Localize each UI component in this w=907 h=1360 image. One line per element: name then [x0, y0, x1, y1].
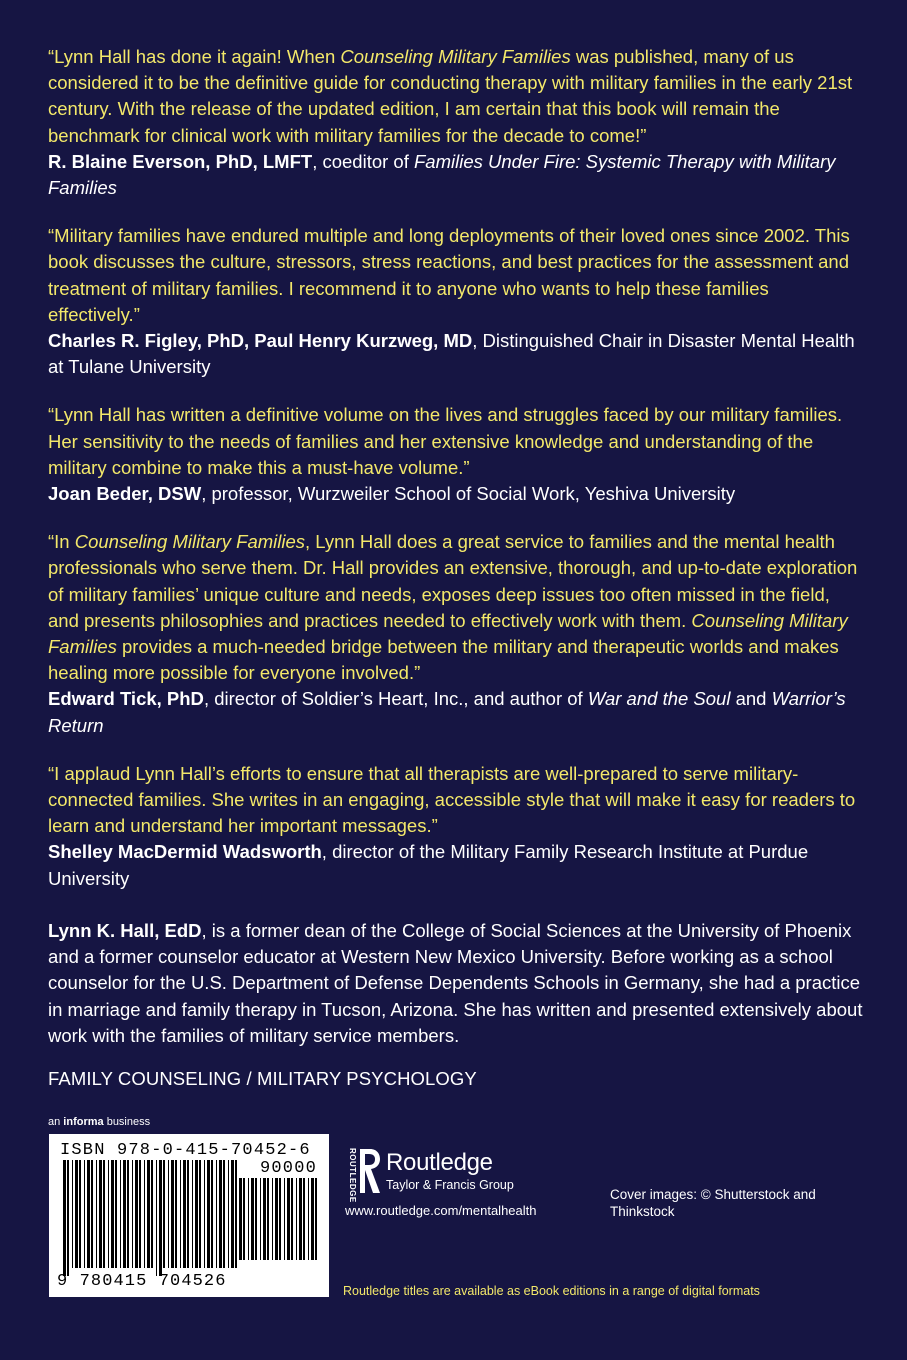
testimonial-quote: “Military families have endured multiple and long deployments of their loved ones since 2002. This book discusses the culture, stressors, stress reactions, and best practices for the assessment and treatment of military families. I recommend it to anyone who wants to help these families effectively.”	[48, 225, 850, 325]
barcode-bar	[299, 1178, 302, 1260]
ebook-availability-note: Routledge titles are available as eBook editions in a range of digital formats	[343, 1284, 760, 1298]
barcode-bar	[99, 1160, 102, 1268]
isbn-barcode	[49, 1134, 329, 1297]
barcode-bar	[135, 1160, 138, 1268]
testimonial-attribution: Shelley MacDermid Wadsworth, director of the Military Family Research Institute at Purdue University	[48, 841, 809, 889]
barcode-bar	[67, 1160, 69, 1276]
barcode-bar	[159, 1160, 162, 1276]
testimonial-attribution: Charles R. Figley, PhD, Paul Henry Kurzweg, MD, Distinguished Chair in Disaster Mental Health at Tulane University	[48, 330, 855, 378]
barcode-bar	[207, 1160, 210, 1268]
barcode-bar	[223, 1160, 225, 1268]
author-name: Lynn K. Hall, EdD	[48, 919, 202, 941]
barcode-bar	[72, 1160, 73, 1268]
barcode-bar	[187, 1160, 189, 1268]
barcode-bar	[219, 1160, 222, 1268]
barcode-bar	[308, 1178, 309, 1260]
barcode-bar	[303, 1178, 305, 1260]
barcode-bar	[216, 1160, 217, 1268]
author-bio-text: , is a former dean of the College of Social Sciences at the University of Phoenix and a former counselor educator at Western New Mexico University. Before working as a school counselor for the U.S. Department of Defense Dependents Schools in Germany, she had a practice in marriage and family therapy in Tucson, Arizona. She has written and presented extensively about work with the families of military service members.	[48, 919, 863, 1046]
testimonial-quote: “I applaud Lynn Hall’s efforts to ensure that all therapists are well-prepared to serve military-connected families. She writes in an engaging, accessible style that will make it easy for readers to learn and understand her important messages.”	[48, 762, 856, 837]
author-bio	[48, 918, 863, 1049]
publisher-name: Routledge	[386, 1149, 493, 1176]
testimonial-attribution: R. Blaine Everson, PhD, LMFT, coeditor of Families Under Fire: Systemic Therapy with Military Families	[48, 150, 836, 199]
barcode-bar	[192, 1160, 193, 1268]
barcode-bar	[91, 1160, 93, 1268]
testimonial-author: Charles R. Figley, PhD, Paul Henry Kurzweg, MD	[48, 330, 473, 352]
informa-tagline: an informa business	[48, 1116, 151, 1128]
barcode-bar	[87, 1160, 90, 1268]
informa-logo: informa	[63, 1116, 104, 1128]
testimonial-author: Joan Beder, DSW	[48, 483, 202, 505]
barcode-bar	[199, 1160, 201, 1268]
barcode-bar	[151, 1160, 153, 1268]
testimonial-quote: “In Counseling Military Families, Lynn Hall does a great service to families and the mental health professionals who serve them. Dr. Hall provides an extensive, thorough, and up-to-date exploration of military families’ unique culture and needs, exposes deep issues too often missed in the field, and presents philosophies and practices needed to effectively work with them. Counseling Military Families provides a much-needed bridge between the military and therapeutic worlds and makes healing more possible for everyone involved.”	[48, 531, 858, 684]
barcode-bar	[251, 1178, 254, 1260]
publisher-group: Taylor & Francis Group	[386, 1178, 514, 1192]
barcode-bar	[144, 1160, 145, 1268]
barcode-bar	[267, 1178, 269, 1260]
barcode-bar	[96, 1160, 97, 1268]
barcode-bar	[255, 1178, 257, 1260]
barcode-bar	[115, 1160, 117, 1268]
barcode-bar	[168, 1160, 169, 1268]
publisher-vertical-wordmark: ROUTLEDGE	[348, 1148, 357, 1203]
testimonial-quote: “Lynn Hall has done it again! When Counseling Military Families was published, many of us considered it to be the definitive guide for conducting therapy with military families in the early 21st century. With the release of the updated edition, I am certain that this book will remain the benchmark for clinical work with military families for the decade to come!”	[48, 46, 853, 146]
barcode-bar	[287, 1178, 290, 1260]
barcode-bar	[296, 1178, 297, 1260]
barcode-bar	[111, 1160, 114, 1268]
barcode-bar	[147, 1160, 150, 1268]
barcode-bar	[195, 1160, 198, 1268]
ean-barcode-bars	[63, 1160, 239, 1276]
publisher-url[interactable]: www.routledge.com/mentalhealth	[345, 1203, 537, 1218]
barcode-bar	[132, 1160, 133, 1268]
barcode-bar	[163, 1160, 165, 1268]
routledge-logo-icon	[357, 1146, 383, 1196]
barcode-bar	[183, 1160, 186, 1268]
barcode-bar	[235, 1160, 237, 1268]
barcode-bar	[275, 1178, 278, 1260]
barcode-bar	[315, 1178, 317, 1260]
barcode-bar	[79, 1160, 81, 1268]
barcode-bar	[211, 1160, 213, 1268]
barcode-bar	[239, 1178, 242, 1260]
back-cover-text	[48, 44, 863, 1092]
barcode-bar	[123, 1160, 126, 1268]
barcode-bar	[84, 1160, 85, 1268]
barcode-bar	[175, 1160, 177, 1268]
testimonials	[48, 44, 863, 892]
isbn-text: ISBN 978-0-415-70452-6	[60, 1141, 311, 1160]
barcode-bar	[139, 1160, 141, 1268]
testimonial-attribution: Edward Tick, PhD, director of Soldier’s Heart, Inc., and author of War and the Soul and Warrior’s Return	[48, 688, 846, 736]
barcode-bar	[263, 1178, 266, 1260]
testimonial-quote: “Lynn Hall has written a definitive volume on the lives and struggles faced by our military families. Her sensitivity to the needs of families and her extensive knowledge and understanding of the military combine to make this a must-have volume.”	[48, 404, 843, 478]
barcode-bar	[108, 1160, 109, 1268]
testimonial-author: R. Blaine Everson, PhD, LMFT	[48, 150, 313, 172]
testimonial-attribution: Joan Beder, DSW, professor, Wurzweiler School of Social Work, Yeshiva University	[48, 483, 736, 505]
barcode-bar	[127, 1160, 129, 1268]
barcode-bar	[291, 1178, 293, 1260]
barcode-bar	[284, 1178, 285, 1260]
price-code: 90000	[259, 1159, 317, 1178]
ean-digits: 9 780415 704526	[57, 1272, 227, 1291]
subject-category: FAMILY COUNSELING / MILITARY PSYCHOLOGY	[48, 1067, 477, 1089]
barcode-bar	[311, 1178, 314, 1260]
barcode-bar	[272, 1178, 273, 1260]
testimonial-author: Edward Tick, PhD	[48, 688, 204, 710]
barcode-bar	[279, 1178, 281, 1260]
barcode-bar	[180, 1160, 181, 1268]
testimonial	[48, 402, 863, 507]
barcode-bar	[171, 1160, 174, 1268]
addon-barcode-bars	[239, 1178, 319, 1276]
testimonial	[48, 761, 863, 892]
barcode-bar	[75, 1160, 78, 1268]
barcode-bar	[63, 1160, 66, 1276]
barcode-bar	[248, 1178, 249, 1260]
barcode-bar	[260, 1178, 261, 1260]
barcode-bar	[103, 1160, 105, 1268]
testimonial-author: Shelley MacDermid Wadsworth	[48, 841, 322, 863]
testimonial	[48, 529, 863, 739]
cover-image-credit: Cover images: © Shutterstock and Thinkstock	[610, 1187, 816, 1219]
barcode-bar	[231, 1160, 234, 1268]
barcode-bar	[156, 1160, 157, 1276]
barcode-bar	[120, 1160, 121, 1268]
testimonial	[48, 223, 863, 380]
barcode-bar	[228, 1160, 229, 1268]
barcode-bar	[204, 1160, 205, 1268]
testimonial	[48, 44, 863, 201]
barcode-bar	[243, 1178, 245, 1260]
